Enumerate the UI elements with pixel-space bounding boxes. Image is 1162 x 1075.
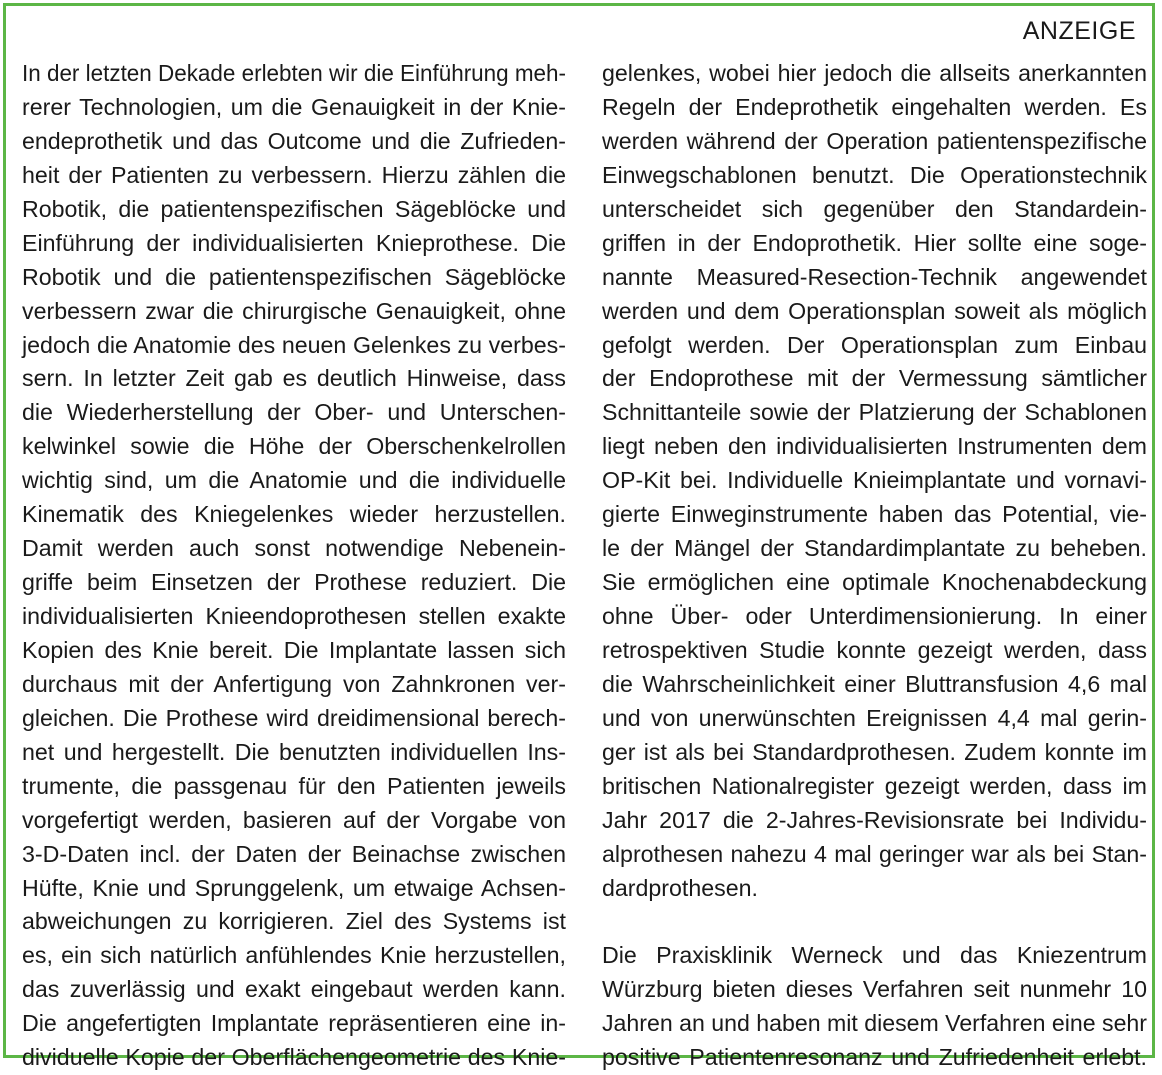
text-line: ohne Über- oder Unterdimensionierung. In einer	[602, 603, 1147, 629]
text-line: Würzburg bieten dieses Verfahren seit nunmehr 10	[602, 976, 1147, 1003]
text-line: die Wiederherstellung der Ober- und Unterschen-	[22, 399, 566, 426]
text-line: Schnittanteile sowie der Platzierung der Schablonen	[602, 399, 1147, 426]
text-line: positive Patientenresonanz und Zufriedenheit erlebt.	[602, 1044, 1147, 1071]
text-line: Die Praxisklinik Werneck und das Kniezentrum	[602, 942, 1147, 969]
text-line: kelwinkel sowie die Höhe der Oberschenkelrollen	[22, 433, 566, 460]
text-line: der Endoprothese mit der Vermessung sämtlicher	[602, 365, 1147, 392]
text-line: nannte Measured-Resection-Technik angewendet	[602, 263, 1147, 290]
text-line: Jahr 2017 die 2-Jahres-Revisionsrate bei Individu-	[602, 806, 1147, 833]
text-line: unterscheidet sich gegenüber den Standardein-	[602, 195, 1147, 222]
text-line: Die angefertigten Implantate repräsentieren eine in-	[22, 1010, 566, 1037]
text-line: Hüfte, Knie und Sprunggelenk, um etwaige Achsen-	[22, 874, 566, 901]
text-line: griffen in der Endoprothetik. Hier sollte eine soge-	[602, 229, 1147, 256]
text-line: jedoch die Anatomie des neuen Gelenkes zu verbes-	[22, 331, 566, 358]
text-line: gierte Einweginstrumente haben das Potential, vie-	[602, 501, 1147, 528]
text-line: das zuverlässig und exakt eingebaut werden kann.	[22, 976, 566, 1003]
text-line: britischen Nationalregister gezeigt werden, dass im	[602, 772, 1147, 799]
text-line: alprothesen nahezu 4 mal geringer war als bei Stan-	[602, 840, 1147, 867]
text-line: Robotik und die patientenspezifischen Sägeblöcke	[22, 263, 566, 290]
text-line: heit der Patienten zu verbessern. Hierzu zählen die	[22, 161, 566, 188]
advertisement-label: ANZEIGE	[1022, 17, 1136, 45]
text-line: retrospektiven Studie konnte gezeigt werden, dass	[602, 636, 1147, 663]
text-line: und von unerwünschten Ereignissen 4,4 mal gerin-	[602, 704, 1147, 731]
text-line: In der letzten Dekade erlebten wir die Einführung meh-	[22, 60, 566, 86]
text-line: endeprothetik und das Outcome und die Zufrieden-	[22, 127, 566, 154]
text-line: werden und dem Operationsplan soweit als möglich	[602, 297, 1147, 324]
text-line: Einwegschablonen benutzt. Die Operationstechnik	[602, 161, 1147, 188]
text-line: gefolgt werden. Der Operationsplan zum Einbau	[602, 331, 1147, 358]
text-line: dividuelle Kopie der Oberflächengeometrie des Knie-	[22, 1044, 566, 1071]
paragraph-gap	[602, 905, 1147, 939]
text-line: dardprothesen.	[602, 874, 758, 901]
text-line: gleichen. Die Prothese wird dreidimensional berech-	[22, 704, 566, 731]
text-line: 3-D-Daten incl. der Daten der Beinachse zwischen	[22, 840, 566, 867]
text-line: le der Mängel der Standardimplantate zu beheben.	[602, 535, 1147, 562]
text-line: verbessern zwar die chirurgische Genauigkeit, ohne	[22, 297, 566, 324]
text-line: griffe beim Einsetzen der Prothese reduziert. Die	[22, 569, 566, 596]
text-line: Sie ermöglichen eine optimale Knochenabdeckung	[602, 569, 1147, 596]
text-line: Damit werden auch sonst notwendige Nebenein-	[22, 535, 566, 562]
advertisement-frame	[3, 3, 1155, 1071]
text-line: OP-Kit bei. Individuelle Knieimplantate und vornavi-	[602, 467, 1147, 494]
text-line: werden während der Operation patientenspezifische	[602, 127, 1147, 154]
left-column	[22, 57, 566, 1075]
text-line: Regeln der Endeprothetik eingehalten werden. Es	[602, 93, 1147, 120]
text-line: Kopien des Knie bereit. Die Implantate lassen sich	[22, 636, 566, 663]
text-line: abweichungen zu korrigieren. Ziel des Systems ist	[22, 908, 566, 935]
text-line: ger ist als bei Standardprothesen. Zudem konnte im	[602, 738, 1147, 765]
text-line: gelenkes, wobei hier jedoch die allseits anerkannten	[602, 60, 1147, 86]
text-line: sern. In letzter Zeit gab es deutlich Hinweise, dass	[22, 365, 566, 392]
text-line: Robotik, die patientenspezifischen Sägeblöcke und	[22, 195, 566, 222]
text-line: trumente, die passgenau für den Patienten jeweils	[22, 772, 566, 799]
text-line: durchaus mit der Anfertigung von Zahnkronen ver-	[22, 670, 566, 697]
text-line: Einführung der individualisierten Knieprothese. Die	[22, 229, 566, 256]
right-column	[602, 57, 1147, 1075]
text-line: individualisierten Knieendoprothesen stellen exakte	[22, 603, 566, 629]
text-line: die Wahrscheinlichkeit einer Bluttransfusion 4,6 mal	[602, 670, 1147, 697]
text-line: vorgefertigt werden, basieren auf der Vorgabe von	[22, 806, 566, 833]
text-line: rerer Technologien, um die Genauigkeit in der Knie-	[22, 93, 566, 120]
text-line: liegt neben den individualisierten Instrumenten dem	[602, 433, 1147, 460]
text-line: Kinematik des Kniegelenkes wieder herzustellen.	[22, 501, 566, 528]
text-line: Jahren an und haben mit diesem Verfahren eine sehr	[602, 1010, 1147, 1037]
text-line: wichtig sind, um die Anatomie und die individuelle	[22, 467, 566, 494]
text-line: es, ein sich natürlich anfühlendes Knie herzustellen,	[22, 942, 566, 969]
text-line: net und hergestellt. Die benutzten individuellen Ins-	[22, 738, 566, 765]
